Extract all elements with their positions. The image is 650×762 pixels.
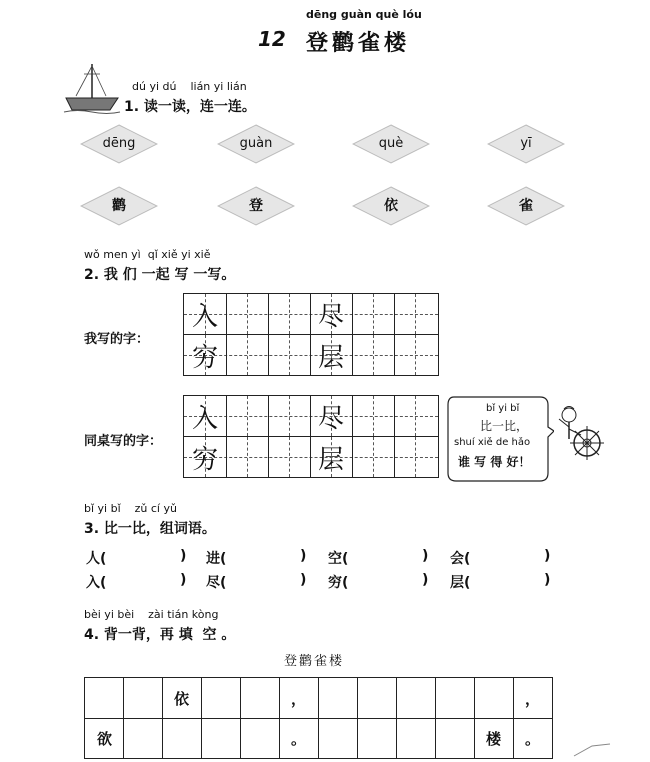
poem-fill-table[interactable] [84,677,553,759]
char-card-label: 登 [249,198,263,214]
section1-pinyin: dú yi dú lián yi lián [132,80,247,93]
sailboat-icon [62,60,122,120]
model-character: 入 [191,302,218,332]
poem-cell: ， [524,690,540,708]
desk-mate-writing-grid[interactable] [183,395,439,478]
pinyin-card-label: què [378,136,404,151]
my-writing-label: 我写的字： [84,332,150,347]
word-blank-open: 入( [86,575,107,591]
poem-cell: 楼 [485,730,501,748]
section4-heading: 4. 背一背，再 填 空 。 [84,627,236,643]
my-writing-grid[interactable] [183,293,439,376]
word-blank-open: 尽( [206,575,227,591]
char-card[interactable] [80,186,158,226]
bubble-pinyin-1: bǐ yi bǐ [486,403,520,414]
grid-row [184,396,438,437]
char-card-label: 雀 [519,198,533,214]
word-blank-open: 空( [328,551,349,567]
char-card[interactable] [352,186,430,226]
model-character: 入 [191,404,218,434]
word-blank-close: ) [422,572,429,588]
word-blank-close: ) [422,548,429,564]
page-title: 登鹳雀楼 [306,31,411,56]
section3-heading: 3. 比一比，组词语。 [84,521,216,537]
char-card-label: 鹳 [112,198,126,214]
section3-pinyin: bǐ yi bǐ zǔ cí yǔ [84,502,177,515]
grid-row [184,335,438,375]
pinyin-card[interactable] [80,124,158,164]
word-blank-close: ) [300,548,307,564]
title-pinyin: dēng guàn què lóu [306,8,422,21]
model-character: 层 [317,343,344,373]
char-card-label: 依 [384,198,398,214]
word-blank-close: ) [300,572,307,588]
bubble-text-2: 谁 写 得 好！ [458,455,531,469]
pencil-icon [572,742,612,762]
word-blank-close: ) [180,572,187,588]
section1-heading: 1. 读一读，连一连。 [124,99,256,115]
word-blank-close: ) [180,548,187,564]
word-blank-close: ) [544,572,551,588]
word-blank-open: 穷( [328,575,349,591]
desk-mate-writing-label: 同桌写的字： [84,434,163,449]
char-card[interactable] [487,186,565,226]
section2-pinyin: wǒ men yì qǐ xiě yi xiě [84,248,211,261]
section4-pinyin: bèi yi bèi zài tián kòng [84,608,219,621]
pinyin-card[interactable] [352,124,430,164]
pinyin-card-label: guàn [239,136,273,151]
speech-bubble [446,395,554,483]
model-character: 穷 [191,445,218,475]
poem-cell: 欲 [96,730,112,748]
model-character: 穷 [191,343,218,373]
pinyin-card[interactable] [487,124,565,164]
section2-heading: 2. 我 们 一起 写 一写。 [84,267,236,283]
model-character: 尽 [317,404,344,434]
poem-cell: ， [290,690,306,708]
grid-row [184,437,438,477]
pinyin-card-label: yī [520,136,532,151]
sailor-at-helm-icon [555,405,607,469]
bubble-text-1: 比一比， [480,419,529,433]
poem-cell: 依 [173,690,189,708]
poem-title: 登鹳雀楼 [284,654,345,669]
word-blank-close: ) [544,548,551,564]
word-blank-open: 进( [206,551,227,567]
word-blank-open: 层( [450,575,471,591]
model-character: 尽 [317,302,344,332]
pinyin-card[interactable] [217,124,295,164]
model-character: 层 [317,445,344,475]
pinyin-card-label: dēng [102,136,136,151]
grid-row [184,294,438,335]
bubble-pinyin-2: shuí xiě de hǎo [454,437,531,448]
poem-cell: 。 [290,730,306,748]
char-card[interactable] [217,186,295,226]
lesson-number: 12 [258,27,286,51]
word-blank-open: 会( [450,551,471,567]
poem-cell: 。 [524,730,540,748]
word-blank-open: 人( [86,551,107,567]
